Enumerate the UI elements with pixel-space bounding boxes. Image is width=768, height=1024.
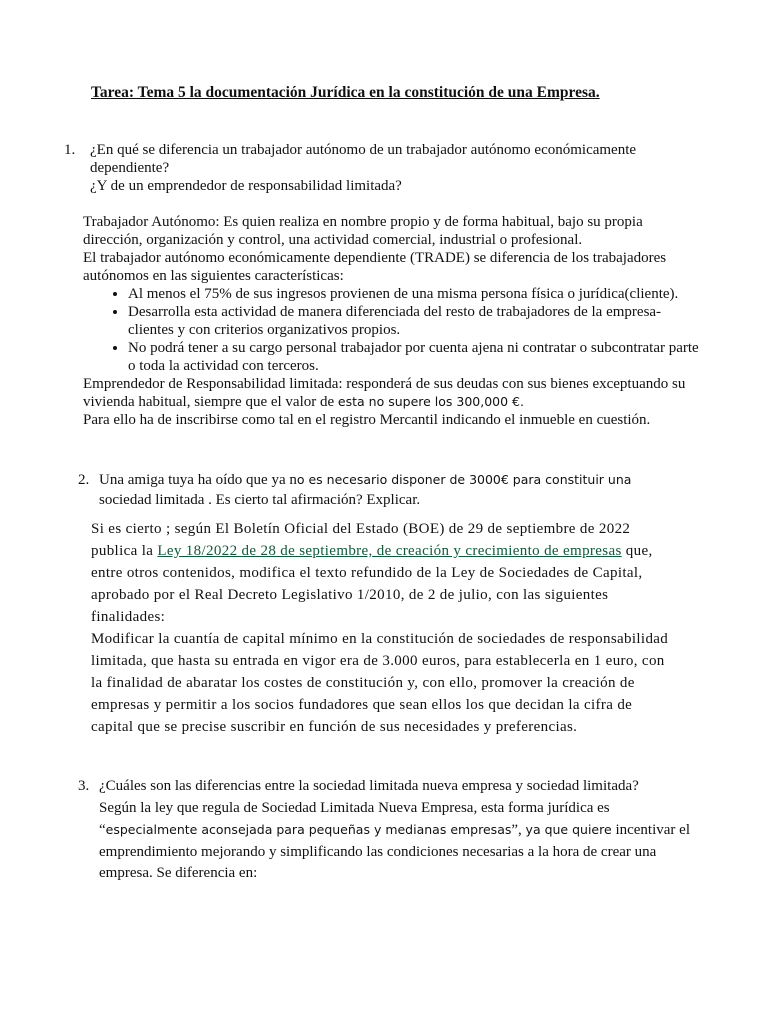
question-2-number: 2. <box>78 472 90 488</box>
question-1 <box>64 141 744 195</box>
question-2-text-2: o es necesario disponer de 3000€ para constituir una <box>296 472 632 487</box>
answer-1 <box>83 213 703 429</box>
list-item: • Desarrolla esta actividad de manera diferenciada del resto de trabajadores de la empresa-clientes y con criterios organizativos propios. <box>128 303 703 339</box>
answer-2-paragraph: Modificar la cuantía de capital mínimo en la constitución de sociedades de responsabilidad limitada, que hasta su entrada en vigor era de 3.000 euros, para establecerla en 1 euro, con la finalidad de abaratar los costes de constitución y, con ello, promover la creación de empresas y permitir a los socios fundadores que sean ellos los que decidan la cifra de capital que se precise suscribir en función de sus necesidades y preferencias. <box>91 631 669 735</box>
autonomo-definition: Trabajador Autónomo: Es quien realiza en nombre propio y de forma habitual, bajo su propia dirección, organización y control, una actividad comercial, industrial o profesional. <box>83 214 643 248</box>
question-1-number: 1. <box>64 142 76 158</box>
answer-2 <box>91 518 671 738</box>
answer-3-quote: especialmente aconsejada para pequeñas y medianas empresas <box>105 822 512 837</box>
registro-text: Para ello ha de inscribirse como tal en el registro Mercantil indicando el inmueble en cuestión. <box>83 412 651 428</box>
answer-3-text-4: ya que quiere <box>525 822 612 837</box>
question-2-text-3: sociedad limitada . Es cierto tal afirmación? Explicar. <box>99 492 421 508</box>
trade-definition: El trabajador autónomo económicamente dependiente (TRADE) se diferencia de los trabajadores autónomos en las siguientes características: <box>83 250 667 284</box>
list-item: • Al menos el 75% de sus ingresos provienen de una misma persona física o jurídica(cliente). <box>128 285 703 303</box>
question-3 <box>78 776 698 885</box>
document-title: Tarea: Tema 5 la documentación Jurídica en la constitución de una Empresa. <box>91 84 600 101</box>
answer-3 <box>99 798 698 885</box>
answer-3-text-3: ”, <box>511 822 526 838</box>
trade-characteristics-list <box>83 285 703 375</box>
list-item: • No podrá tener a su cargo personal trabajador por cuenta ajena ni contratar o subcontratar parte o toda la actividad con terceros. <box>128 339 703 375</box>
question-3-number: 3. <box>78 778 90 794</box>
emprendedor-text-1: Emprendedor de Responsabilidad limitada: responderá de sus deudas con sus bienes exceptuando su vivienda habitual, siempre que el valor de <box>83 376 686 410</box>
emprendedor-text-2: esta no supere los 300,000 €. <box>337 394 524 409</box>
ley-18-2022-link[interactable]: Ley 18/2022 de 28 de septiembre, de creación y crecimiento de empresas <box>157 543 622 559</box>
answer-2-intro <box>91 518 671 628</box>
question-1-line-1: ¿En qué se diferencia un trabajador autónomo de un trabajador autónomo económicamente <box>90 142 637 158</box>
answer-3-text-1: Según la ley que regula de Sociedad Limitada Nueva Empresa, esta forma jurídica es “ <box>99 799 610 838</box>
answer-2-intro-1: Si es cierto ; según El Boletín Oficial del Estado (BOE) de 29 de septiembre de 2022 publica la <box>91 521 631 559</box>
answer-3-text-5: incentivar el emprendimiento mejorando y simplificando las condiciones necesarias a la hora de crear una empresa. Se diferencia en: <box>99 822 690 881</box>
answer-2-intro-2: que, entre otros contenidos, modifica el texto refundido de la Ley de Sociedades de Capital, aprobado por el Real Decreto Legislativo 1/2010, de 2 de julio, con las siguientes finalidades: <box>91 543 653 625</box>
emprendedor-definition <box>83 375 703 411</box>
question-2-text-1: Una amiga tuya ha oído que ya n <box>99 472 297 488</box>
question-1-line-3: ¿Y de un emprendedor de responsabilidad limitada? <box>90 178 402 194</box>
question-1-line-2: dependiente? <box>90 160 170 176</box>
question-3-text: ¿Cuáles son las diferencias entre la sociedad limitada nueva empresa y sociedad limitada? <box>99 778 639 794</box>
question-2 <box>78 470 718 510</box>
